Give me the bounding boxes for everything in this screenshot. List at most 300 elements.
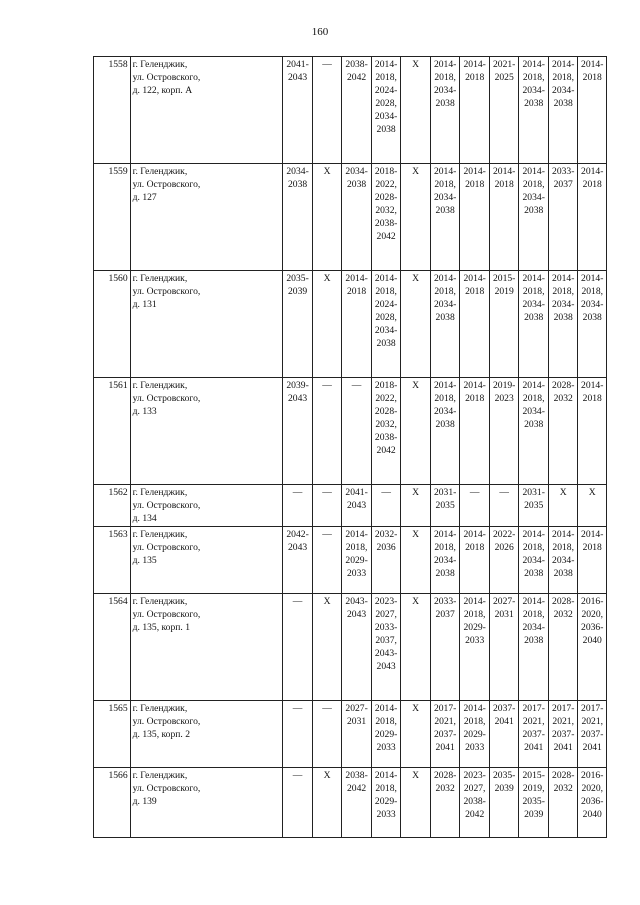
period-cell xyxy=(312,485,342,527)
period-line: Х xyxy=(412,273,420,284)
period-cell xyxy=(283,57,313,164)
period-line: 2014- xyxy=(345,273,368,284)
address-line: г. Геленджик, xyxy=(132,380,188,391)
period-line: 2018, xyxy=(463,716,486,727)
period-cell xyxy=(489,594,519,701)
period-cell xyxy=(460,594,490,701)
period-line: 2018 xyxy=(582,179,602,190)
period-line: 2018 xyxy=(582,393,602,404)
period-line: 2028, xyxy=(375,312,397,323)
period-cell xyxy=(371,485,401,527)
period-cell xyxy=(548,768,578,838)
period-cell xyxy=(342,164,372,271)
period-line: 2038 xyxy=(553,98,573,109)
period-line: 2038 xyxy=(553,312,573,323)
period-cell xyxy=(371,164,401,271)
period-line: 2019 xyxy=(494,286,514,297)
period-line: 2038 xyxy=(376,338,396,349)
period-cell xyxy=(283,271,313,378)
period-line: 2035- xyxy=(492,770,516,781)
period-line: 2038 xyxy=(347,179,367,190)
address-line: д. 135 xyxy=(132,555,157,566)
address-line: г. Геленджик, xyxy=(132,487,188,498)
period-line: 2032 xyxy=(435,783,455,794)
period-line: 2039- xyxy=(286,380,309,391)
period-line: 2035 xyxy=(435,500,455,511)
period-line: 2034- xyxy=(522,192,545,203)
period-line: 2018 xyxy=(347,286,367,297)
period-line: 2018, xyxy=(375,72,397,83)
period-line: 2037 xyxy=(435,609,455,620)
period-line: 2018, xyxy=(522,179,545,190)
period-line: 2042 xyxy=(465,809,485,820)
period-line: 2018, xyxy=(345,542,368,553)
period-line: 2028- xyxy=(374,192,398,203)
period-line: 2014- xyxy=(581,529,604,540)
period-line: Х xyxy=(588,487,596,498)
period-line: 2018, xyxy=(463,609,486,620)
address-line: д. 135, корп. 1 xyxy=(132,622,191,633)
period-cell xyxy=(489,378,519,485)
period-line: 2014- xyxy=(581,59,604,70)
period-cell xyxy=(342,378,372,485)
period-cell xyxy=(430,485,460,527)
address-line: д. 139 xyxy=(132,796,157,807)
period-cell xyxy=(519,57,549,164)
period-line: 2018, xyxy=(434,393,456,404)
period-line: 2018, xyxy=(522,609,545,620)
period-line: 2027, xyxy=(463,783,486,794)
period-line: 2024- xyxy=(374,299,398,310)
period-line: 2043 xyxy=(376,661,396,672)
address-line: д. 135, корп. 2 xyxy=(132,729,191,740)
period-line: 2018, xyxy=(375,716,397,727)
period-line: 2033 xyxy=(376,742,396,753)
table-row xyxy=(94,768,607,838)
period-line: 2033- xyxy=(374,622,398,633)
period-line: 2034- xyxy=(433,555,457,566)
period-line: 2042 xyxy=(376,445,396,456)
period-line: 2031- xyxy=(433,487,457,498)
period-cell xyxy=(489,701,519,768)
period-line: 2014- xyxy=(552,529,575,540)
period-line: 2034- xyxy=(345,166,368,177)
period-line: 2018, xyxy=(522,72,545,83)
period-cell xyxy=(312,378,342,485)
period-cell xyxy=(519,378,549,485)
period-line: 2017- xyxy=(522,703,545,714)
table-row xyxy=(94,378,607,485)
period-cell xyxy=(430,378,460,485)
period-line: 2034- xyxy=(374,325,398,336)
row-number: 1563 xyxy=(94,527,131,594)
period-cell xyxy=(312,527,342,594)
period-line: 2043 xyxy=(287,393,308,404)
address-line: г. Геленджик, xyxy=(132,529,188,540)
address-line: ул. Островского, xyxy=(132,72,201,83)
table-row xyxy=(94,527,607,594)
address-line: г. Геленджик, xyxy=(132,59,188,70)
period-line: — xyxy=(322,380,332,391)
period-cell xyxy=(430,768,460,838)
period-line: 2039 xyxy=(287,286,308,297)
period-line: 2038 xyxy=(376,124,396,135)
period-cell xyxy=(283,768,313,838)
period-line: 2014- xyxy=(552,273,575,284)
period-line: 2038 xyxy=(524,419,544,430)
period-cell xyxy=(489,271,519,378)
period-line: 2034- xyxy=(433,192,457,203)
period-cell xyxy=(342,57,372,164)
period-line: Х xyxy=(412,529,420,540)
period-line: Х xyxy=(412,487,420,498)
period-line: 2042 xyxy=(376,231,396,242)
period-cell xyxy=(489,485,519,527)
period-line: 2018, xyxy=(375,783,397,794)
address-line: ул. Островского, xyxy=(132,609,201,620)
address-line: г. Геленджик, xyxy=(132,703,188,714)
period-cell xyxy=(430,271,460,378)
period-line: 2038 xyxy=(435,312,455,323)
address-cell xyxy=(130,485,283,527)
period-line: Х xyxy=(412,596,420,607)
period-line: 2016- xyxy=(581,770,604,781)
period-cell xyxy=(578,378,607,485)
period-line: 2033 xyxy=(465,742,485,753)
period-line: 2034- xyxy=(374,111,398,122)
address-cell xyxy=(130,271,283,378)
period-line: 2022- xyxy=(492,529,516,540)
period-line: 2018, xyxy=(552,542,574,553)
period-line: 2036 xyxy=(376,542,396,553)
period-line: 2014- xyxy=(581,380,604,391)
period-cell xyxy=(401,271,431,378)
period-line: 2027- xyxy=(492,596,516,607)
period-line: 2029- xyxy=(374,729,398,740)
period-cell xyxy=(430,164,460,271)
period-line: 2040 xyxy=(582,809,602,820)
period-line: 2039 xyxy=(524,809,544,820)
period-line: 2034- xyxy=(522,406,545,417)
period-cell xyxy=(401,527,431,594)
period-line: — xyxy=(381,487,391,498)
period-cell xyxy=(578,768,607,838)
period-cell xyxy=(371,57,401,164)
address-line: ул. Островского, xyxy=(132,179,201,190)
period-cell xyxy=(312,57,342,164)
period-line: Х xyxy=(323,166,331,177)
period-line: 2038 xyxy=(287,179,308,190)
period-line: 2018, xyxy=(522,286,545,297)
period-line: 2033- xyxy=(552,166,575,177)
period-line: 2038 xyxy=(524,205,544,216)
period-line: 2018, xyxy=(434,179,456,190)
period-cell xyxy=(401,57,431,164)
period-line: 2038 xyxy=(435,205,455,216)
period-line: 2014- xyxy=(374,703,398,714)
period-line: 2018, xyxy=(375,286,397,297)
period-line: 2014- xyxy=(433,380,457,391)
period-cell xyxy=(460,164,490,271)
period-line: 2018 xyxy=(465,286,485,297)
period-line: 2041- xyxy=(345,487,368,498)
period-line: 2014- xyxy=(522,529,545,540)
period-line: Х xyxy=(412,770,420,781)
period-line: 2014- xyxy=(463,380,486,391)
period-cell xyxy=(519,527,549,594)
period-line: 2017- xyxy=(552,703,575,714)
period-line: 2038 xyxy=(435,419,455,430)
period-cell xyxy=(519,594,549,701)
period-line: 2018- xyxy=(374,380,398,391)
period-cell xyxy=(578,271,607,378)
period-line: Х xyxy=(412,380,420,391)
period-line: 2034- xyxy=(522,555,545,566)
period-line: 2028- xyxy=(374,406,398,417)
period-line: 2018 xyxy=(465,179,485,190)
period-line: 2017- xyxy=(581,703,604,714)
period-cell xyxy=(312,164,342,271)
table-row xyxy=(94,57,607,164)
period-line: 2038- xyxy=(374,218,398,229)
period-cell xyxy=(371,271,401,378)
period-line: 2039 xyxy=(494,783,514,794)
period-line: 2041 xyxy=(435,742,455,753)
address-line: д. 122, корп. А xyxy=(132,85,193,96)
period-cell xyxy=(283,164,313,271)
table-row xyxy=(94,164,607,271)
period-cell xyxy=(430,57,460,164)
table-row xyxy=(94,594,607,701)
period-cell xyxy=(430,527,460,594)
period-line: 2028- xyxy=(433,770,457,781)
period-line: 2042 xyxy=(347,72,367,83)
period-line: 2014- xyxy=(374,273,398,284)
period-line: 2018, xyxy=(581,286,604,297)
period-line: 2038- xyxy=(345,59,368,70)
period-cell xyxy=(371,768,401,838)
period-line: Х xyxy=(323,770,331,781)
period-cell xyxy=(460,768,490,838)
period-line: 2038- xyxy=(345,770,368,781)
address-line: г. Геленджик, xyxy=(132,596,188,607)
address-line: ул. Островского, xyxy=(132,542,201,553)
period-cell xyxy=(283,701,313,768)
period-line: 2037, xyxy=(375,635,397,646)
period-line: 2043- xyxy=(374,648,398,659)
period-line: 2018 xyxy=(582,72,602,83)
period-line: 2038 xyxy=(435,568,455,579)
period-line: 2014- xyxy=(522,59,545,70)
period-line: 2014- xyxy=(463,703,486,714)
period-cell xyxy=(312,594,342,701)
period-line: 2021, xyxy=(552,716,574,727)
period-line: 2018 xyxy=(582,542,602,553)
period-line: 2021, xyxy=(434,716,456,727)
period-line: 2036- xyxy=(581,622,604,633)
period-cell xyxy=(371,527,401,594)
period-cell xyxy=(489,164,519,271)
period-cell xyxy=(342,701,372,768)
period-line: 2035 xyxy=(524,500,544,511)
period-line: 2041 xyxy=(494,716,514,727)
period-line: Х xyxy=(412,703,420,714)
period-cell xyxy=(578,485,607,527)
period-line: 2043 xyxy=(347,609,367,620)
period-cell xyxy=(401,164,431,271)
period-line: 2018, xyxy=(434,72,456,83)
period-line: 2029- xyxy=(463,622,486,633)
address-line: ул. Островского, xyxy=(132,500,201,511)
row-number: 1565 xyxy=(94,701,131,768)
period-cell xyxy=(489,527,519,594)
address-cell xyxy=(130,378,283,485)
period-line: 2014- xyxy=(581,273,604,284)
period-cell xyxy=(283,527,313,594)
period-line: 2033 xyxy=(347,568,367,579)
period-line: — xyxy=(292,487,303,498)
period-cell xyxy=(519,485,549,527)
period-line: 2022, xyxy=(375,393,397,404)
period-line: 2038 xyxy=(553,568,573,579)
period-cell xyxy=(548,485,578,527)
period-line: Х xyxy=(323,273,331,284)
period-line: 2038 xyxy=(524,312,544,323)
period-line: 2032 xyxy=(553,783,573,794)
period-cell xyxy=(401,768,431,838)
address-line: г. Геленджик, xyxy=(132,770,188,781)
period-line: 2014- xyxy=(374,770,398,781)
row-number: 1560 xyxy=(94,271,131,378)
period-cell xyxy=(578,594,607,701)
address-cell xyxy=(130,594,283,701)
period-line: 2018, xyxy=(522,542,545,553)
period-cell xyxy=(489,768,519,838)
period-cell xyxy=(578,164,607,271)
period-line: 2014- xyxy=(345,529,368,540)
period-line: — xyxy=(322,703,332,714)
period-cell xyxy=(519,768,549,838)
period-line: 2032 xyxy=(553,609,573,620)
period-line: 2022, xyxy=(375,179,397,190)
address-line: ул. Островского, xyxy=(132,393,201,404)
period-line: — xyxy=(292,596,303,607)
period-cell xyxy=(548,378,578,485)
row-number: 1566 xyxy=(94,768,131,838)
period-line: 2020, xyxy=(581,783,604,794)
period-line: 2033 xyxy=(376,809,396,820)
period-line: 2018, xyxy=(434,542,456,553)
period-line: 2025 xyxy=(494,72,514,83)
period-cell xyxy=(401,378,431,485)
period-line: 2034- xyxy=(286,166,309,177)
period-line: 2041 xyxy=(582,742,602,753)
address-line: г. Геленджик, xyxy=(132,273,188,284)
period-line: 2037- xyxy=(552,729,575,740)
period-line: 2019- xyxy=(492,380,516,391)
period-cell xyxy=(371,378,401,485)
period-line: 2040 xyxy=(582,635,602,646)
period-line: 2034- xyxy=(433,406,457,417)
address-line: г. Геленджик, xyxy=(132,166,188,177)
period-line: — xyxy=(469,487,480,498)
period-line: 2014- xyxy=(552,59,575,70)
period-line: Х xyxy=(559,487,567,498)
period-line: 2024- xyxy=(374,85,398,96)
period-line: 2034- xyxy=(433,299,457,310)
address-cell xyxy=(130,164,283,271)
period-line: 2014- xyxy=(433,273,457,284)
period-line: 2034- xyxy=(552,299,575,310)
period-line: 2014- xyxy=(522,380,545,391)
period-cell xyxy=(283,594,313,701)
period-cell xyxy=(401,485,431,527)
period-cell xyxy=(312,271,342,378)
period-line: 2018 xyxy=(494,179,514,190)
period-line: 2028- xyxy=(552,770,575,781)
period-line: 2038 xyxy=(435,98,455,109)
period-line: Х xyxy=(412,166,420,177)
period-line: 2028, xyxy=(375,98,397,109)
period-line: 2035- xyxy=(522,796,545,807)
address-cell xyxy=(130,701,283,768)
row-number: 1562 xyxy=(94,485,131,527)
period-line: 2015- xyxy=(492,273,516,284)
period-line: — xyxy=(322,487,332,498)
period-line: 2027- xyxy=(345,703,368,714)
period-line: 2037- xyxy=(522,729,545,740)
period-line: 2032, xyxy=(375,205,397,216)
period-line: 2026 xyxy=(494,542,514,553)
address-line: д. 133 xyxy=(132,406,157,417)
period-line: 2035- xyxy=(286,273,309,284)
period-line: 2043 xyxy=(287,542,308,553)
period-cell xyxy=(312,701,342,768)
period-line: 2034- xyxy=(522,299,545,310)
address-line: ул. Островского, xyxy=(132,783,201,794)
period-cell xyxy=(460,378,490,485)
period-line: 2032- xyxy=(374,529,398,540)
period-line: 2038- xyxy=(374,432,398,443)
period-line: 2014- xyxy=(522,273,545,284)
period-line: 2034- xyxy=(552,85,575,96)
period-cell xyxy=(548,527,578,594)
period-line: 2018, xyxy=(552,72,574,83)
period-cell xyxy=(460,527,490,594)
address-cell xyxy=(130,527,283,594)
address-line: ул. Островского, xyxy=(132,286,201,297)
period-line: 2023- xyxy=(463,770,486,781)
period-line: 2021- xyxy=(492,59,516,70)
period-cell xyxy=(283,378,313,485)
period-line: 2042 xyxy=(347,783,367,794)
period-line: 2014- xyxy=(463,59,486,70)
period-cell xyxy=(401,701,431,768)
period-line: 2038 xyxy=(524,98,544,109)
period-line: 2029- xyxy=(374,796,398,807)
period-cell xyxy=(342,594,372,701)
period-cell xyxy=(371,594,401,701)
period-line: 2014- xyxy=(492,166,516,177)
period-line: 2029- xyxy=(345,555,368,566)
period-line: 2041 xyxy=(524,742,544,753)
period-line: 2037- xyxy=(433,729,457,740)
housing-repair-schedule-table xyxy=(93,56,607,838)
period-line: 2014- xyxy=(433,59,457,70)
period-line: 2016- xyxy=(581,596,604,607)
table-row xyxy=(94,485,607,527)
period-line: 2031 xyxy=(347,716,367,727)
